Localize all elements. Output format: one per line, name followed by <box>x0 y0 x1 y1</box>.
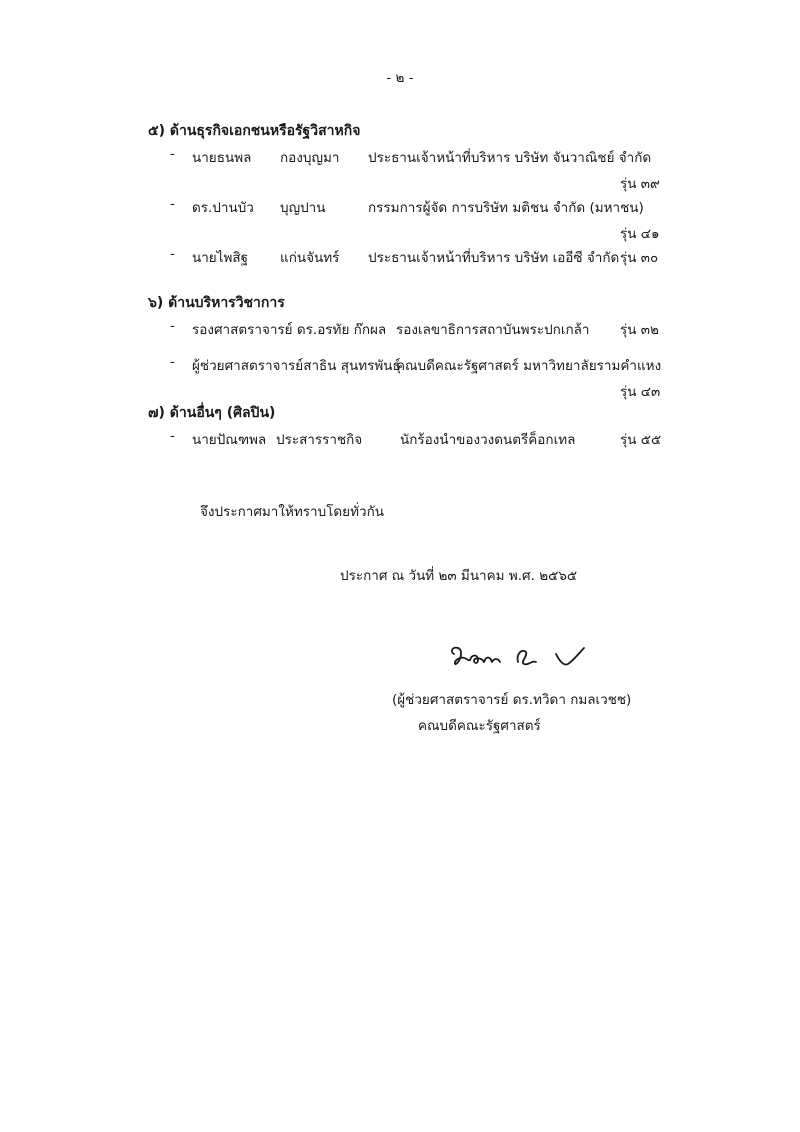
person-last-name: แก่นจันทร์ <box>280 250 340 266</box>
person-name: ผู้ช่วยศาสตราจารย์สาธิน สุนทรพันธุ์ <box>192 358 401 374</box>
person-last-name: บุญปาน <box>280 200 326 216</box>
person-last-name: กองบุญมา <box>280 150 340 166</box>
section-heading-academic: ๖) ด้านบริหารวิชาการ <box>148 295 285 311</box>
person-position: ประธานเจ้าหน้าที่บริหาร บริษัท จันวาณิชย์ จำกัด <box>368 150 652 166</box>
person-first-name: นายปัณฑพล <box>192 432 267 448</box>
item-dash: - <box>170 196 175 212</box>
item-dash: - <box>170 246 175 262</box>
section-heading-other: ๗) ด้านอื่นๆ (ศิลปิน) <box>148 405 276 421</box>
person-name: รองศาสตราจารย์ ดร.อรทัย ก๊กผล <box>192 322 387 338</box>
closing-line: จึงประกาศมาให้ทราบโดยทั่วกัน <box>200 504 384 520</box>
class-label: รุ่น ๓๙ <box>620 176 660 192</box>
announce-date: ประกาศ ณ วันที่ ๒๓ มีนาคม พ.ศ. ๒๕๖๕ <box>340 568 578 584</box>
class-label: รุ่น ๔๑ <box>620 226 660 242</box>
class-label: รุ่น ๓๒ <box>620 322 659 338</box>
class-label: รุ่น ๕๕ <box>620 432 662 448</box>
person-position: คณบดีคณะรัฐศาสตร์ มหาวิทยาลัยรามคำแหง <box>396 358 662 374</box>
person-first-name: นายธนพล <box>192 150 252 166</box>
person-position: กรรมการผู้จัด การบริษัท มติชน จำกัด (มหาชน) <box>368 200 644 216</box>
item-dash: - <box>170 318 175 334</box>
person-position: ประธานเจ้าหน้าที่บริหาร บริษัท เออีซี จำกัด <box>368 250 620 266</box>
item-dash: - <box>170 146 175 162</box>
signatory-title: คณบดีคณะรัฐศาสตร์ <box>418 718 541 734</box>
person-last-name: ประสารราชกิจ <box>276 432 363 448</box>
section-heading-business: ๕) ด้านธุรกิจเอกชนหรือรัฐวิสาหกิจ <box>148 123 361 139</box>
item-dash: - <box>170 354 175 370</box>
page-number: - ๒ - <box>386 70 414 86</box>
person-position: รองเลขาธิการสถาบันพระปกเกล้า <box>396 322 590 338</box>
class-label: รุ่น ๔๓ <box>620 384 661 400</box>
signature-icon <box>446 640 586 676</box>
signatory-name: (ผู้ช่วยศาสตราจารย์ ดร.ทวิดา กมลเวชช) <box>392 692 632 708</box>
signature <box>446 640 586 676</box>
person-first-name: นายไพสิฐ <box>192 250 249 266</box>
class-label: รุ่น ๓๐ <box>620 250 659 266</box>
person-first-name: ดร.ปานบัว <box>192 200 254 216</box>
person-position: นักร้องนำของวงดนตรีค็อกเทล <box>400 432 576 448</box>
item-dash: - <box>170 428 175 444</box>
